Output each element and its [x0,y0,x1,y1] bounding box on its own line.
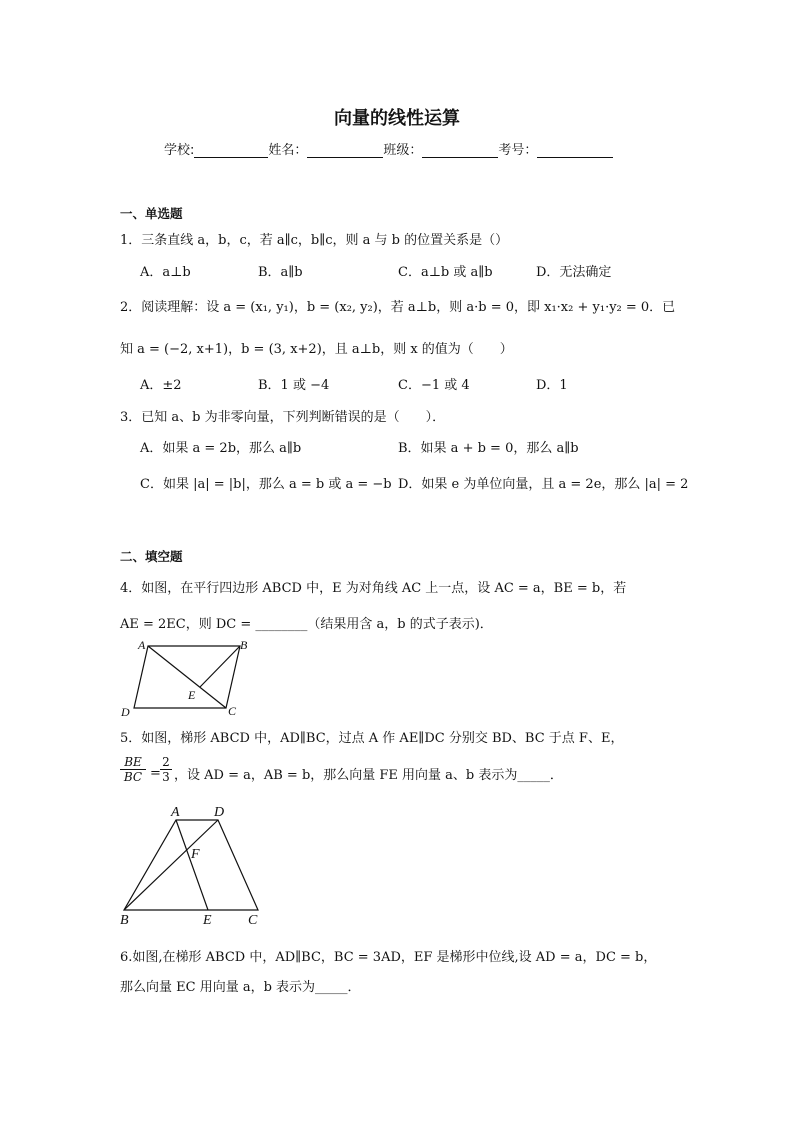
segment-be [200,646,240,687]
label-e: E [188,688,196,702]
page-title: 向量的线性运算 [334,108,460,129]
question-5-fraction-value [160,755,172,784]
fraction-value-numerator: 2 [160,755,172,770]
fraction-equals: = [150,766,161,781]
question-1-option-b[interactable]: B．a∥b [258,265,303,280]
question-3-option-c[interactable]: C．如果 |a| = |b|，那么 a = b 或 a = −b [140,477,392,492]
label-e: E [203,913,212,928]
class-label: 班级： [383,143,423,158]
question-3-option-d[interactable]: D．如果 e 为单位向量，且 a = 2e，那么 |a| = 2 [398,477,689,492]
section-fill-blank: 二、填空题 [120,549,183,564]
question-2-line-1: 2．阅读理解：设 a = (x₁, y₁)，b = (x₂, y₂)，若 a⊥b，则 a·b = 0，即 x₁·x₂ + y₁·y₂ = 0．已 [120,300,676,315]
question-2-option-d[interactable]: D．1 [536,378,568,393]
parallelogram-figure [118,636,258,718]
label-a: A [138,638,146,652]
question-1-option-c[interactable]: C．a⊥b 或 a∥b [398,265,493,280]
label-d: D [214,805,225,820]
question-3-stem: 3．已知 a、b 为非零向量，下列判断错误的是（ ）． [120,410,446,425]
name-blank[interactable] [307,143,383,158]
question-5-line-1: 5．如图，梯形 ABCD 中，AD∥BC，过点 A 作 AE∥DC 分别交 BD、BC 于点 F、E， [120,731,624,746]
question-4-line-1: 4．如图，在平行四边形 ABCD 中，E 为对角线 AC 上一点，设 AC = a，BE = b，若 [120,581,627,596]
question-5-line-2: ，设 AD = a，AB = b，那么向量 FE 用向量 a、b 表示为_____． [174,768,563,783]
school-label: 学校: [164,143,195,158]
exam-number-blank[interactable] [537,143,613,158]
question-1-option-a[interactable]: A．a⊥b [140,265,191,280]
fraction-denominator: BC [123,770,143,784]
label-c: C [228,704,237,718]
exam-number-label: 考号： [498,143,538,158]
student-info-row [164,139,613,158]
label-c: C [248,913,258,928]
name-label: 姓名： [268,143,308,158]
label-d: D [121,705,130,718]
question-2-line-2: 知 a = (−2, x+1)，b = (3, x+2)，且 a⊥b，则 x 的值为（ ） [120,342,513,357]
question-6-line-1: 6.如图,在梯形 ABCD 中，AD∥BC，BC = 3AD，EF 是梯形中位线,设 AD = a，DC = b， [120,950,657,965]
section-single-choice: 一、单选题 [120,206,183,221]
question-2-option-c[interactable]: C．−1 或 4 [398,378,470,393]
fraction-numerator: BE [120,755,146,770]
question-3-option-b[interactable]: B．如果 a + b = 0，那么 a∥b [398,441,579,456]
question-5-fraction [120,755,146,784]
class-blank[interactable] [422,143,498,158]
diagonal-ac [148,646,226,708]
question-3-option-a[interactable]: A．如果 a = 2b，那么 a∥b [140,441,302,456]
label-b: B [120,913,129,928]
label-f: F [191,847,200,862]
question-2-option-a[interactable]: A．±2 [140,378,182,393]
school-blank[interactable] [194,143,268,158]
question-4-line-2: AE = 2EC，则 DC = ________（结果用含 a，b 的式子表示)． [120,617,493,632]
fraction-value-denominator: 3 [162,770,170,784]
label-b: B [240,638,248,652]
question-6-line-2: 那么向量 EC 用向量 a，b 表示为_____． [120,980,361,995]
diagonal-bd [124,820,218,910]
question-1-option-d[interactable]: D．无法确定 [536,265,612,280]
label-a: A [171,805,180,820]
trapezoid-figure-q5 [114,800,274,930]
question-2-option-b[interactable]: B．1 或 −4 [258,378,330,393]
question-1-stem: 1．三条直线 a，b，c，若 a∥c，b∥c，则 a 与 b 的位置关系是（） [120,233,509,248]
trapezoid-outline [124,820,258,910]
